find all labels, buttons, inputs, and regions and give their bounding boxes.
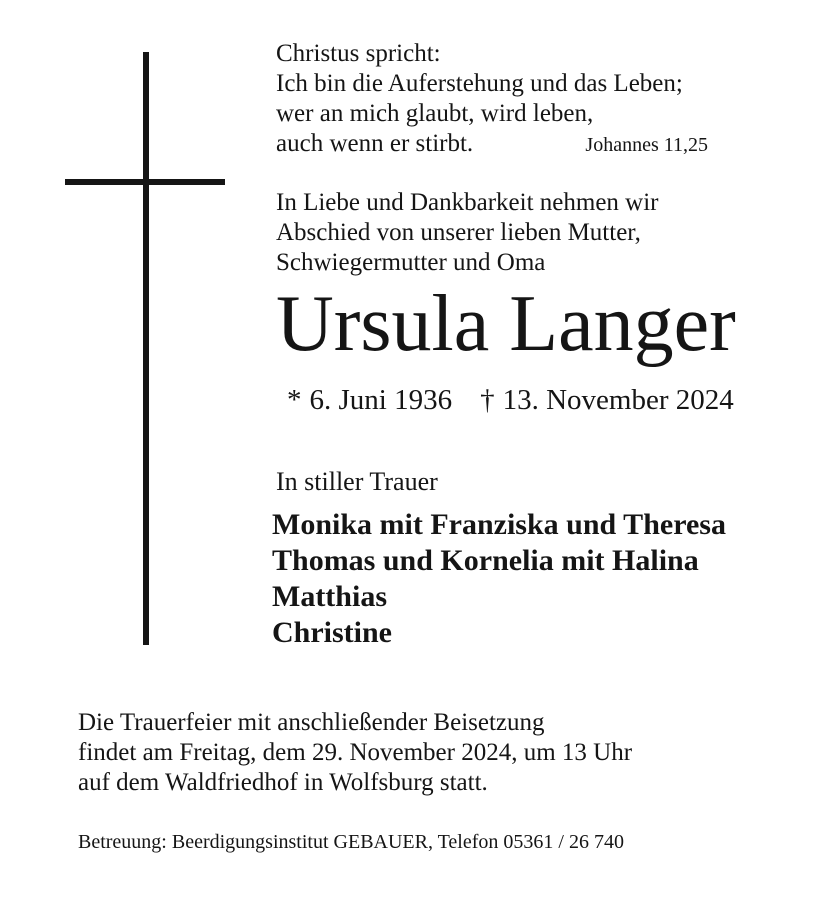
- scripture-line-1: Christus spricht:: [276, 40, 441, 67]
- scripture-line-4: [276, 129, 708, 160]
- mourning-heading: In stiller Trauer: [276, 467, 438, 496]
- death-date-group: [480, 384, 734, 416]
- funeral-info: [78, 708, 632, 798]
- deceased-name: Ursula Langer: [276, 280, 736, 368]
- birth-date: 6. Juni 1936: [309, 384, 453, 416]
- life-dates: [287, 383, 734, 417]
- farewell-intro: [276, 188, 659, 278]
- mourner-line-2: Thomas und Kornelia mit Halina: [272, 544, 699, 577]
- mourner-line-4: Christine: [272, 616, 392, 649]
- scripture-line-3: wer an mich glaubt, wird leben,: [276, 100, 594, 127]
- scripture-citation: Johannes 11,25: [585, 134, 708, 156]
- death-dagger-symbol: †: [480, 384, 495, 416]
- scripture-line-4-text: auch wenn er stirbt.: [276, 130, 474, 157]
- birth-star-symbol: *: [287, 384, 302, 416]
- funeral-info-line-3: auf dem Waldfriedhof in Wolfsburg statt.: [78, 769, 488, 796]
- cross-horizontal-bar: [65, 179, 225, 185]
- farewell-intro-line-3: Schwiegermutter und Oma: [276, 249, 546, 276]
- funeral-info-line-2: findet am Freitag, dem 29. November 2024, um 13 Uhr: [78, 739, 633, 766]
- mourner-line-1: Monika mit Franziska und Theresa: [272, 508, 726, 541]
- scripture-line-2: Ich bin die Auferstehung und das Leben;: [276, 70, 683, 97]
- mourner-line-3: Matthias: [272, 580, 387, 613]
- care-note: Betreuung: Beerdigungsinstitut GEBAUER, Telefon 05361 / 26 740: [78, 831, 624, 853]
- cross-vertical-bar: [143, 52, 149, 645]
- farewell-intro-line-2: Abschied von unserer lieben Mutter,: [276, 219, 641, 246]
- funeral-info-line-1: Die Trauerfeier mit anschließender Beisetzung: [78, 709, 545, 736]
- farewell-intro-line-1: In Liebe und Dankbarkeit nehmen wir: [276, 189, 659, 216]
- mourners-list: [272, 507, 726, 651]
- death-date: 13. November 2024: [502, 384, 734, 416]
- scripture-quote: [276, 39, 708, 160]
